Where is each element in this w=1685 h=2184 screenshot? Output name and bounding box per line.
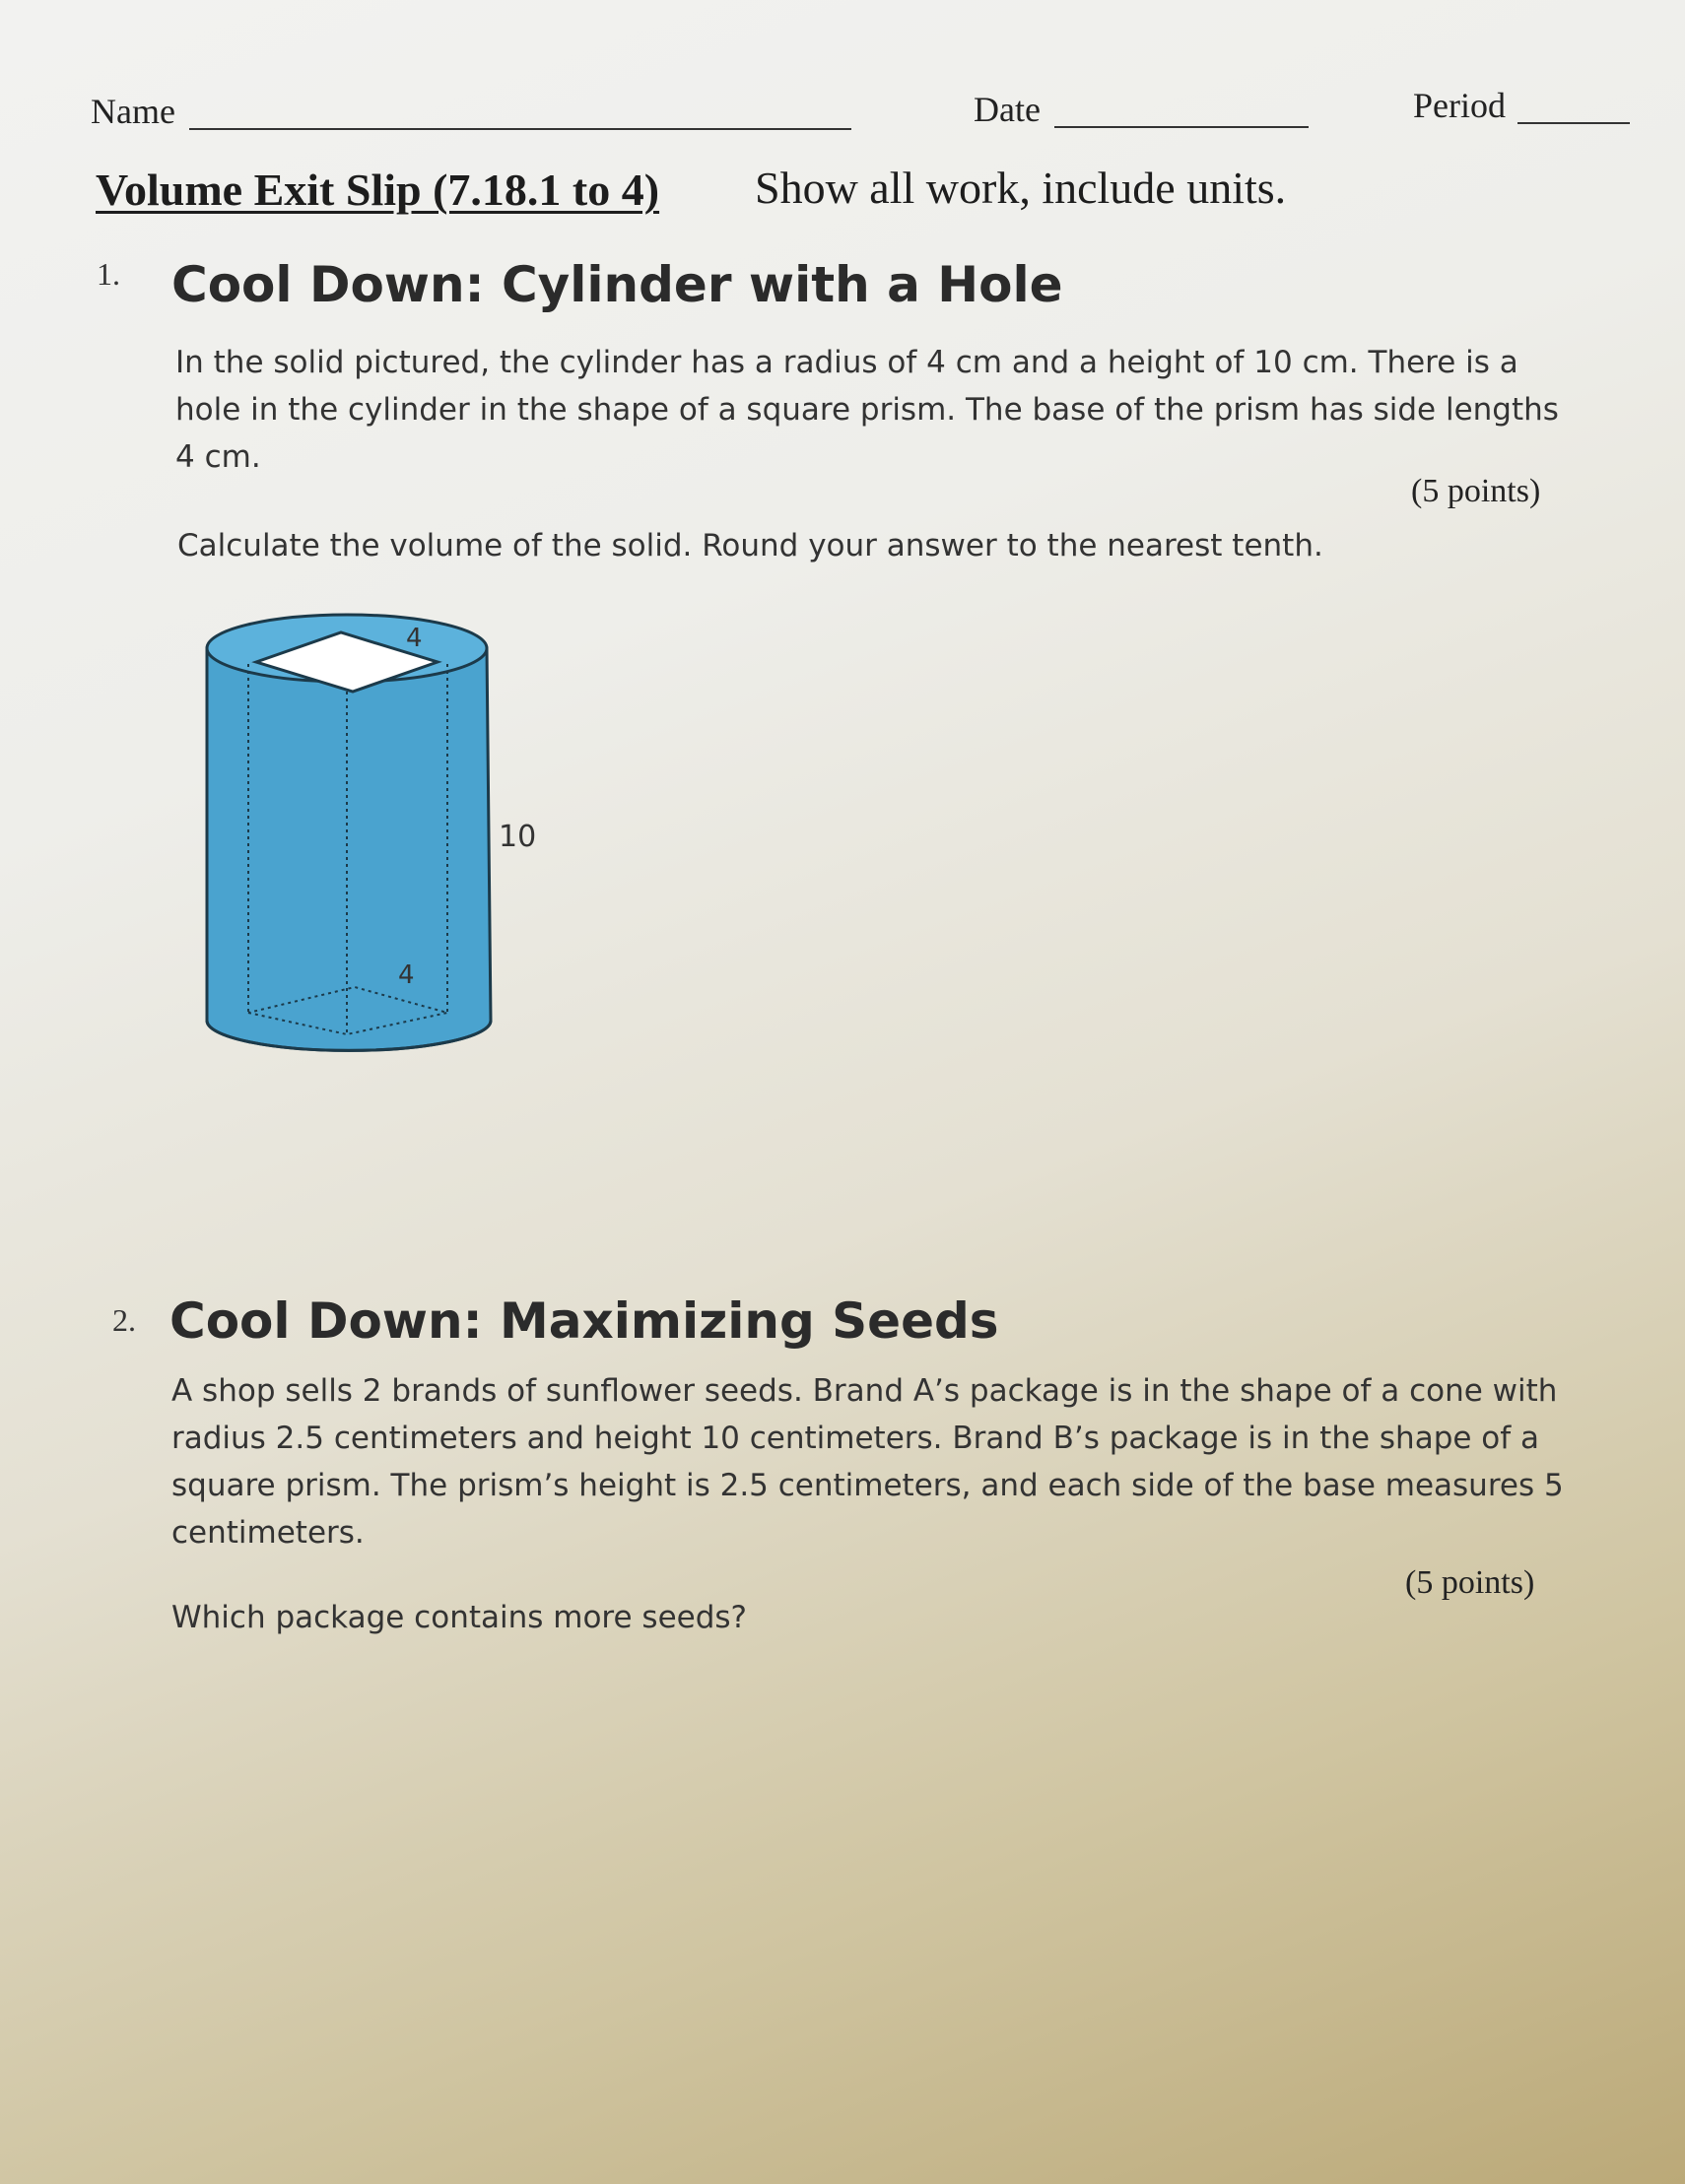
- question-2-number: 2.: [112, 1302, 136, 1338]
- question-2-line: square prism. The prism’s height is 2.5 centimeters, and each side of the base measures 5: [171, 1468, 1564, 1503]
- figure-height-label: 10: [499, 820, 537, 854]
- question-2-line: centimeters.: [171, 1515, 365, 1551]
- period-label: Period: [1413, 86, 1506, 125]
- question-2-text: [171, 1367, 1590, 1556]
- question-1-points: (5 points): [1411, 473, 1541, 509]
- figure-top-label: 4: [406, 624, 423, 653]
- date-field[interactable]: [1054, 126, 1309, 128]
- question-2-title: Cool Down: Maximizing Seeds: [169, 1292, 999, 1350]
- question-2-line: A shop sells 2 brands of sunflower seeds. Brand A’s package is in the shape of a cone with: [171, 1373, 1558, 1409]
- question-2-prompt: Which package contains more seeds?: [171, 1600, 747, 1635]
- question-1-line: In the solid pictured, the cylinder has a radius of 4 cm and a height of 10 cm. There is a: [175, 345, 1518, 380]
- question-1-number: 1.: [97, 256, 120, 292]
- question-1-line: hole in the cylinder in the shape of a square prism. The base of the prism has side lengths: [175, 392, 1559, 428]
- question-2-line: radius 2.5 centimeters and height 10 centimeters. Brand B’s package is in the shape of a: [171, 1421, 1540, 1456]
- question-1-prompt: Calculate the volume of the solid. Round your answer to the nearest tenth.: [177, 528, 1323, 563]
- question-1-title: Cool Down: Cylinder with a Hole: [171, 256, 1063, 313]
- question-1-line: 4 cm.: [175, 439, 261, 475]
- question-1-text: [175, 339, 1594, 481]
- worksheet-title: [96, 164, 659, 216]
- title-main: Volume Exit Slip (7.18.1 to 4): [96, 165, 660, 215]
- date-label: Date: [974, 90, 1041, 129]
- name-field[interactable]: [189, 128, 851, 130]
- name-label: Name: [91, 92, 175, 131]
- period-field[interactable]: [1517, 122, 1630, 124]
- question-2-points: (5 points): [1405, 1564, 1535, 1601]
- cylinder-with-hole-figure: [197, 609, 512, 1058]
- figure-bottom-label: 4: [398, 960, 415, 990]
- title-instruction: Show all work, include units.: [755, 163, 1287, 213]
